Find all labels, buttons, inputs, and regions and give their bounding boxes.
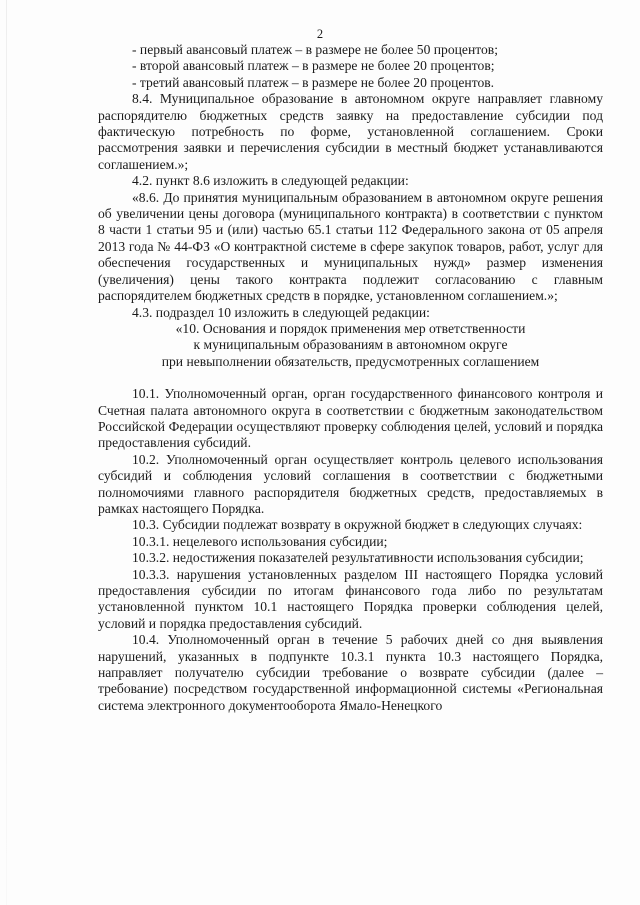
page-number: 2 bbox=[316, 27, 324, 41]
section-heading-line-2: к муниципальным образованиям в автономном округе bbox=[193, 337, 508, 353]
paragraph-4-2: 4.2. пункт 8.6 изложить в следующей редакции: bbox=[132, 173, 409, 189]
paragraph-10-4: 10.4. Уполномоченный орган в течение 5 рабочих дней со дня выявления нарушений, указанных в подпункте 10.3.1 пункта 10.3 настоящего Порядка, направляет получателю субсидии требование о возврате субсидии (далее – требование) посредством государственной информационной системы «Региональная система электронного документооборота Ямало-Ненецкого bbox=[98, 632, 603, 713]
scan-edge bbox=[6, 0, 7, 905]
heading-spacer bbox=[98, 370, 603, 386]
paragraph-10-3: 10.3. Субсидии подлежат возврату в окружной бюджет в следующих случаях: bbox=[132, 517, 583, 533]
paragraph-8-6: «8.6. До принятия муниципальным образованием в автономном округе решения об увеличении цены договора (муниципального контракта) в соответствии с пунктом 8 части 1 статьи 95 и (или) частью 65.1 статьи 112 Федерального закона от 05 апреля 2013 года № 44-ФЗ «О контрактной системе в сфере закупок товаров, работ, услуг для обеспечения государственных и муниципальных нужд» размер изменения (увеличения) цены такого контракта подлежит согласованию с главным распорядителем бюджетных средств в порядке, установленном соглашением.»; bbox=[98, 189, 603, 304]
list-item-advance-2: - второй авансовый платеж – в размере не более 20 процентов; bbox=[132, 58, 495, 74]
paragraph-10-2: 10.2. Уполномоченный орган осуществляет контроль целевого использования субсидий и соблюдения условий соглашения в соответствии с бюджетными полномочиями главного распорядителя бюджетных средств, предоставляемых в рамках настоящего Порядка. bbox=[98, 451, 603, 516]
paragraph-10-1: 10.1. Уполномоченный орган, орган государственного финансового контроля и Счетная палата автономного округа в соответствии с бюджетным законодательством Российской Федерации осуществляют проверку соблюдения целей, условий и порядка предоставления субсидий. bbox=[98, 386, 603, 451]
paragraph-10-3-3: 10.3.3. нарушения установленных разделом III настоящего Порядка условий предоставления субсидии по итогам финансового года либо по результатам установленной пунктом 10.1 настоящего Порядка проверки соблюдения целей, условий и порядка предоставления субсидий. bbox=[98, 566, 603, 631]
document-body bbox=[98, 42, 603, 714]
paragraph-4-3: 4.3. подраздел 10 изложить в следующей редакции: bbox=[132, 304, 430, 320]
list-item-advance-1: - первый авансовый платеж – в размере не более 50 процентов; bbox=[132, 42, 498, 57]
paragraph-10-3-2: 10.3.2. недостижения показателей результативности использования субсидии; bbox=[132, 550, 584, 566]
list-item-advance-3: - третий авансовый платеж – в размере не более 20 процентов. bbox=[132, 74, 495, 90]
paragraph-8-4: 8.4. Муниципальное образование в автономном округе направляет главному распорядителю бюджетных средств заявку на предоставление субсидии под фактическую потребность по форме, установленной соглашением. Сроки рассмотрения заявки и перечисления субсидии в местный бюджет устанавливаются соглашением.»; bbox=[98, 91, 603, 172]
section-heading-line-3: при невыполнении обязательств, предусмотренных соглашением bbox=[161, 353, 540, 369]
paragraph-10-3-1: 10.3.1. нецелевого использования субсидии; bbox=[132, 533, 388, 549]
section-heading-line-1: «10. Основания и порядок применения мер ответственности bbox=[175, 320, 526, 336]
